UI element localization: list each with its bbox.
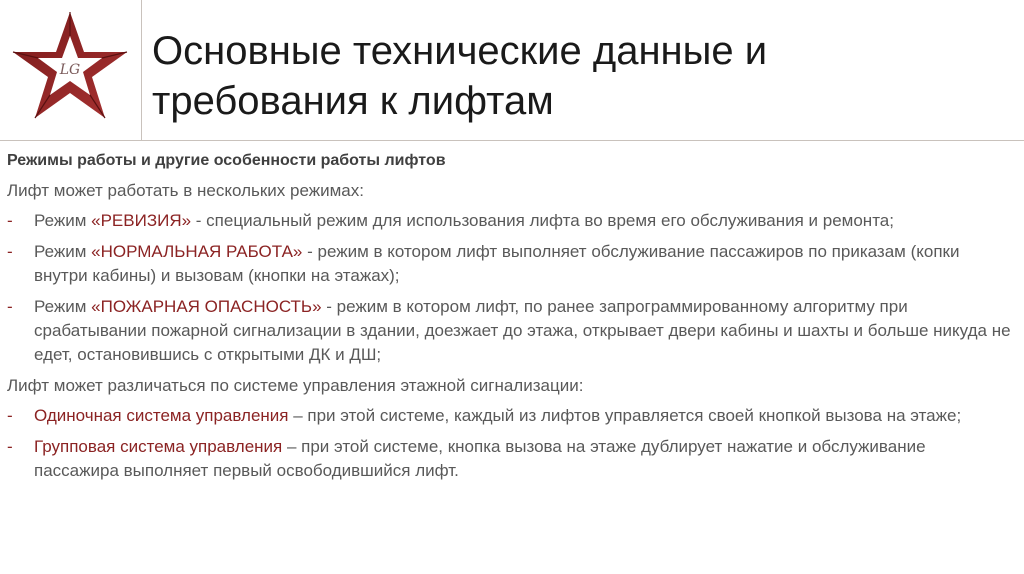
- header-horizontal-divider: [0, 140, 1024, 141]
- mode-prefix: Режим: [34, 211, 92, 230]
- systems-intro: Лифт может различаться по системе управления этажной сигнализации:: [7, 376, 584, 395]
- mode-prefix: Режим: [34, 297, 92, 316]
- system-description: – при этой системе, кнопка вызова на этаже дублирует нажатие и обслуживание пассажира выполняет первый освободившийся лифт.: [34, 437, 926, 480]
- logo: [0, 0, 140, 140]
- list-dash: -: [7, 297, 13, 316]
- slide-content: [7, 149, 1012, 490]
- list-dash: -: [7, 211, 13, 230]
- header-vertical-divider: [141, 0, 142, 140]
- mode-term: «НОРМАЛЬНАЯ РАБОТА»: [91, 242, 303, 261]
- list-dash: -: [7, 437, 13, 456]
- page-title-line-1: Основные технические данные и: [152, 29, 768, 73]
- list-item-mode-revision: [7, 209, 1012, 233]
- logo-monogram: LG: [59, 62, 81, 78]
- list-item-system-group: [7, 435, 1012, 483]
- mode-description: - специальный режим для использования лифта во время его обслуживания и ремонта;: [191, 211, 894, 230]
- modes-intro: Лифт может работать в нескольких режимах:: [7, 181, 364, 200]
- mode-description: - режим в котором лифт выполняет обслуживание пассажиров по приказам (копки внутри кабины) и вызовам (кнопки на этажах);: [34, 242, 960, 285]
- list-item-system-single: [7, 404, 1012, 428]
- mode-term: «РЕВИЗИЯ»: [91, 211, 192, 230]
- red-star-logo-icon: [0, 0, 140, 140]
- system-description: – при этой системе, каждый из лифтов управляется своей кнопкой вызова на этаже;: [288, 406, 962, 425]
- page-title-line-2: требования к лифтам: [152, 79, 554, 123]
- list-dash: -: [7, 242, 13, 261]
- mode-description: - режим в котором лифт, по ранее запрограммированному алгоритму при срабатывании пожарной сигнализации в здании, доезжает до этажа, открывает двери кабины и шахты и больше никуда не едет, остановившись с открытыми ДК и ДШ;: [34, 297, 1011, 364]
- list-item-mode-normal: [7, 240, 1012, 288]
- list-dash: -: [7, 406, 13, 425]
- mode-term: «ПОЖАРНАЯ ОПАСНОСТЬ»: [91, 297, 322, 316]
- section-subheading: Режимы работы и другие особенности работы лифтов: [7, 152, 446, 169]
- system-term: Одиночная система управления: [34, 406, 289, 425]
- system-term: Групповая система управления: [34, 437, 283, 456]
- list-item-mode-fire: [7, 295, 1012, 367]
- page-title: [152, 26, 1012, 126]
- mode-prefix: Режим: [34, 242, 92, 261]
